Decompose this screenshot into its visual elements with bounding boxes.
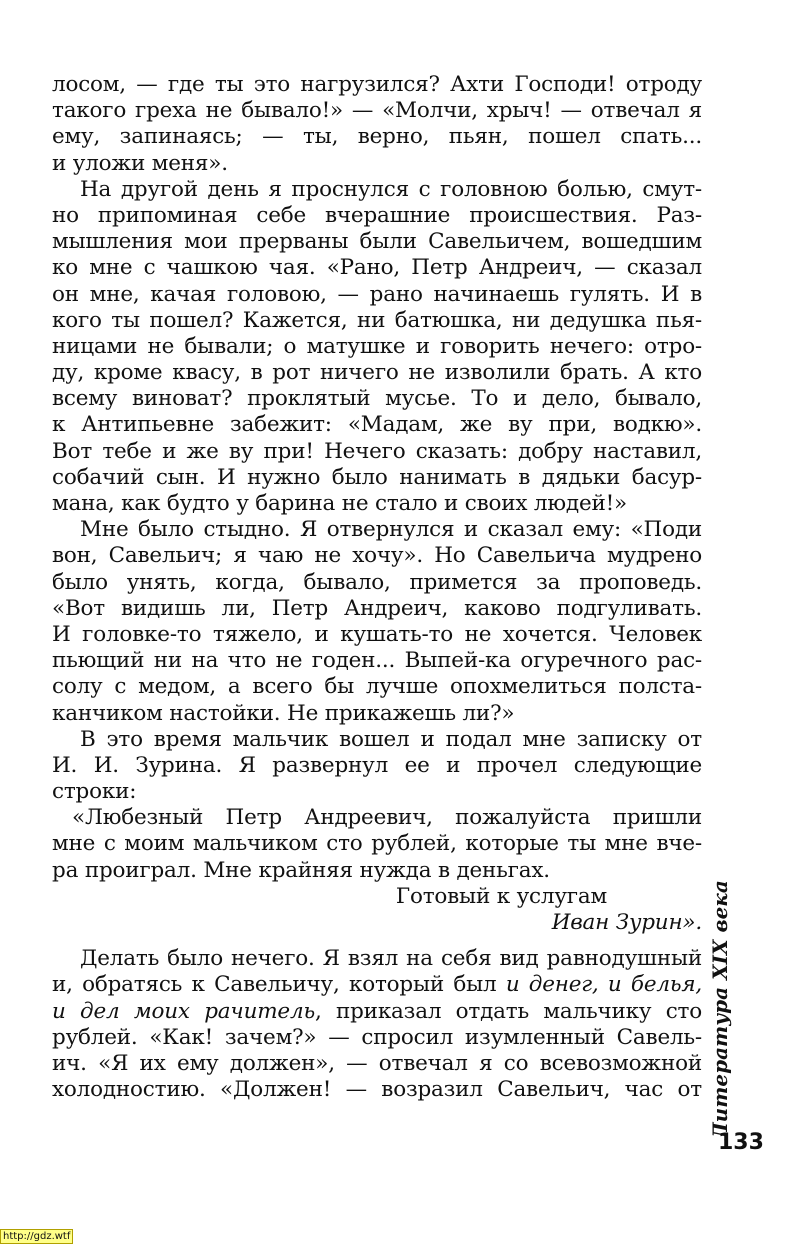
text-line: лосом, — где ты это нагрузился? Ахти Господи! отроду [52,72,702,97]
text-line: кого ты пошел? Кажется, ни батюшка, ни дедушка пья- [52,307,702,333]
text-line: всему виноват? проклятый мусье. То и дело, бывало, [52,386,702,412]
text-line: мана, как будто у барина не стало и своих людей!» [52,491,627,516]
text-line: ему, запинаясь; — ты, верно, пьян, пошел спать... [52,124,702,150]
letter-closing: Готовый к услугам [395,883,607,909]
text-line: мышления мои прерваны были Савельичем, вошедшим [52,229,702,255]
paragraph-start-line: Делать было нечего. Я взял на себя вид равнодушный [80,946,702,972]
line-part: и, обратясь к Савельичу, который был [52,972,506,998]
text-line: такого греха не бывало!» — «Молчи, хрыч! — отвечал я [52,98,702,124]
text-line: канчиком настойки. Не прикажешь ли?» [52,700,515,726]
italic-phrase: и дел моих рачитель [52,998,315,1024]
paragraph-start-line: На другой день я проснулся с головною болью, смут- [80,176,702,202]
letter-line: ра проиграл. Мне крайняя нужда в деньгах. [52,857,550,883]
text-line: но припоминая себе вчерашние происшествия. Раз- [52,202,702,228]
text-line: строки: [52,779,137,805]
text-line: и уложи меня». [52,150,228,176]
line-part: , приказал отдать мальчику сто [314,998,702,1024]
text-line: пьющий ни на что не годен... Выпей-ка огуречного рас- [52,648,702,674]
text-line: было унять, когда, бывало, примется за проповедь. [52,569,702,595]
text-line: И. И. Зурина. Я развернул ее и прочел следующие [52,752,702,778]
paragraph-start-line: Мне было стыдно. Я отвернулся и сказал ему: «Поди [80,517,702,543]
text-line: Вот тебе и же ву при! Нечего сказать: добру наставил, [52,438,702,464]
watermark-link[interactable]: http://gdz.wtf [0,1229,73,1244]
letter-line: «Любезный Петр Андреевич, пожалуйста пришли [72,805,702,831]
text-line: ницами не бывали; о матушке и говорить нечего: отро- [52,333,702,359]
text-line: солу с медом, а всего бы лучше опохмелиться полста- [52,674,702,700]
text-line: ич. «Я их ему должен», — отвечал я со всевозможной [52,1050,702,1076]
text-line: он мне, качая головою, — рано начинаешь гулять. И в [52,281,702,307]
text-line: «Вот видишь ли, Петр Андреич, каково подгуливать. [52,595,702,621]
text-line [52,972,702,998]
signature-name: Иван Зурин». [551,910,702,935]
text-line [52,999,702,1025]
text-line: холодностию. «Должен! — возразил Савельич, час от [52,1077,702,1103]
letter-line: мне с моим мальчиком сто рублей, которые ты мне вче- [52,831,702,857]
paragraph-start-line: В это время мальчик вошел и подал мне записку от [80,726,702,752]
text-line: ко мне с чашкою чая. «Рано, Петр Андреич, — сказал [52,255,702,281]
text-line: к Антипьевне забежит: «Мадам, же ву при, водкю». [52,412,702,438]
text-line: И головке-то тяжело, и кушать-то не хочется. Человек [52,621,702,647]
text-line: рублей. «Как! зачем?» — спросил изумленный Савель- [52,1024,702,1050]
letter-signature [52,910,702,936]
text-line: ду, кроме квасу, в рот ничего не изволили брать. А кто [52,360,702,386]
italic-phrase: и денег, и белья, [505,972,703,998]
text-line: вон, Савельич; я чаю не хочу». Но Савельича мудрено [52,543,702,569]
text-line: собачий сын. И нужно было нанимать в дядьки басур- [52,464,702,490]
page-number: 133 [718,1130,764,1155]
side-caption: Литература XIX века [708,880,732,1140]
body-text [52,72,702,1103]
